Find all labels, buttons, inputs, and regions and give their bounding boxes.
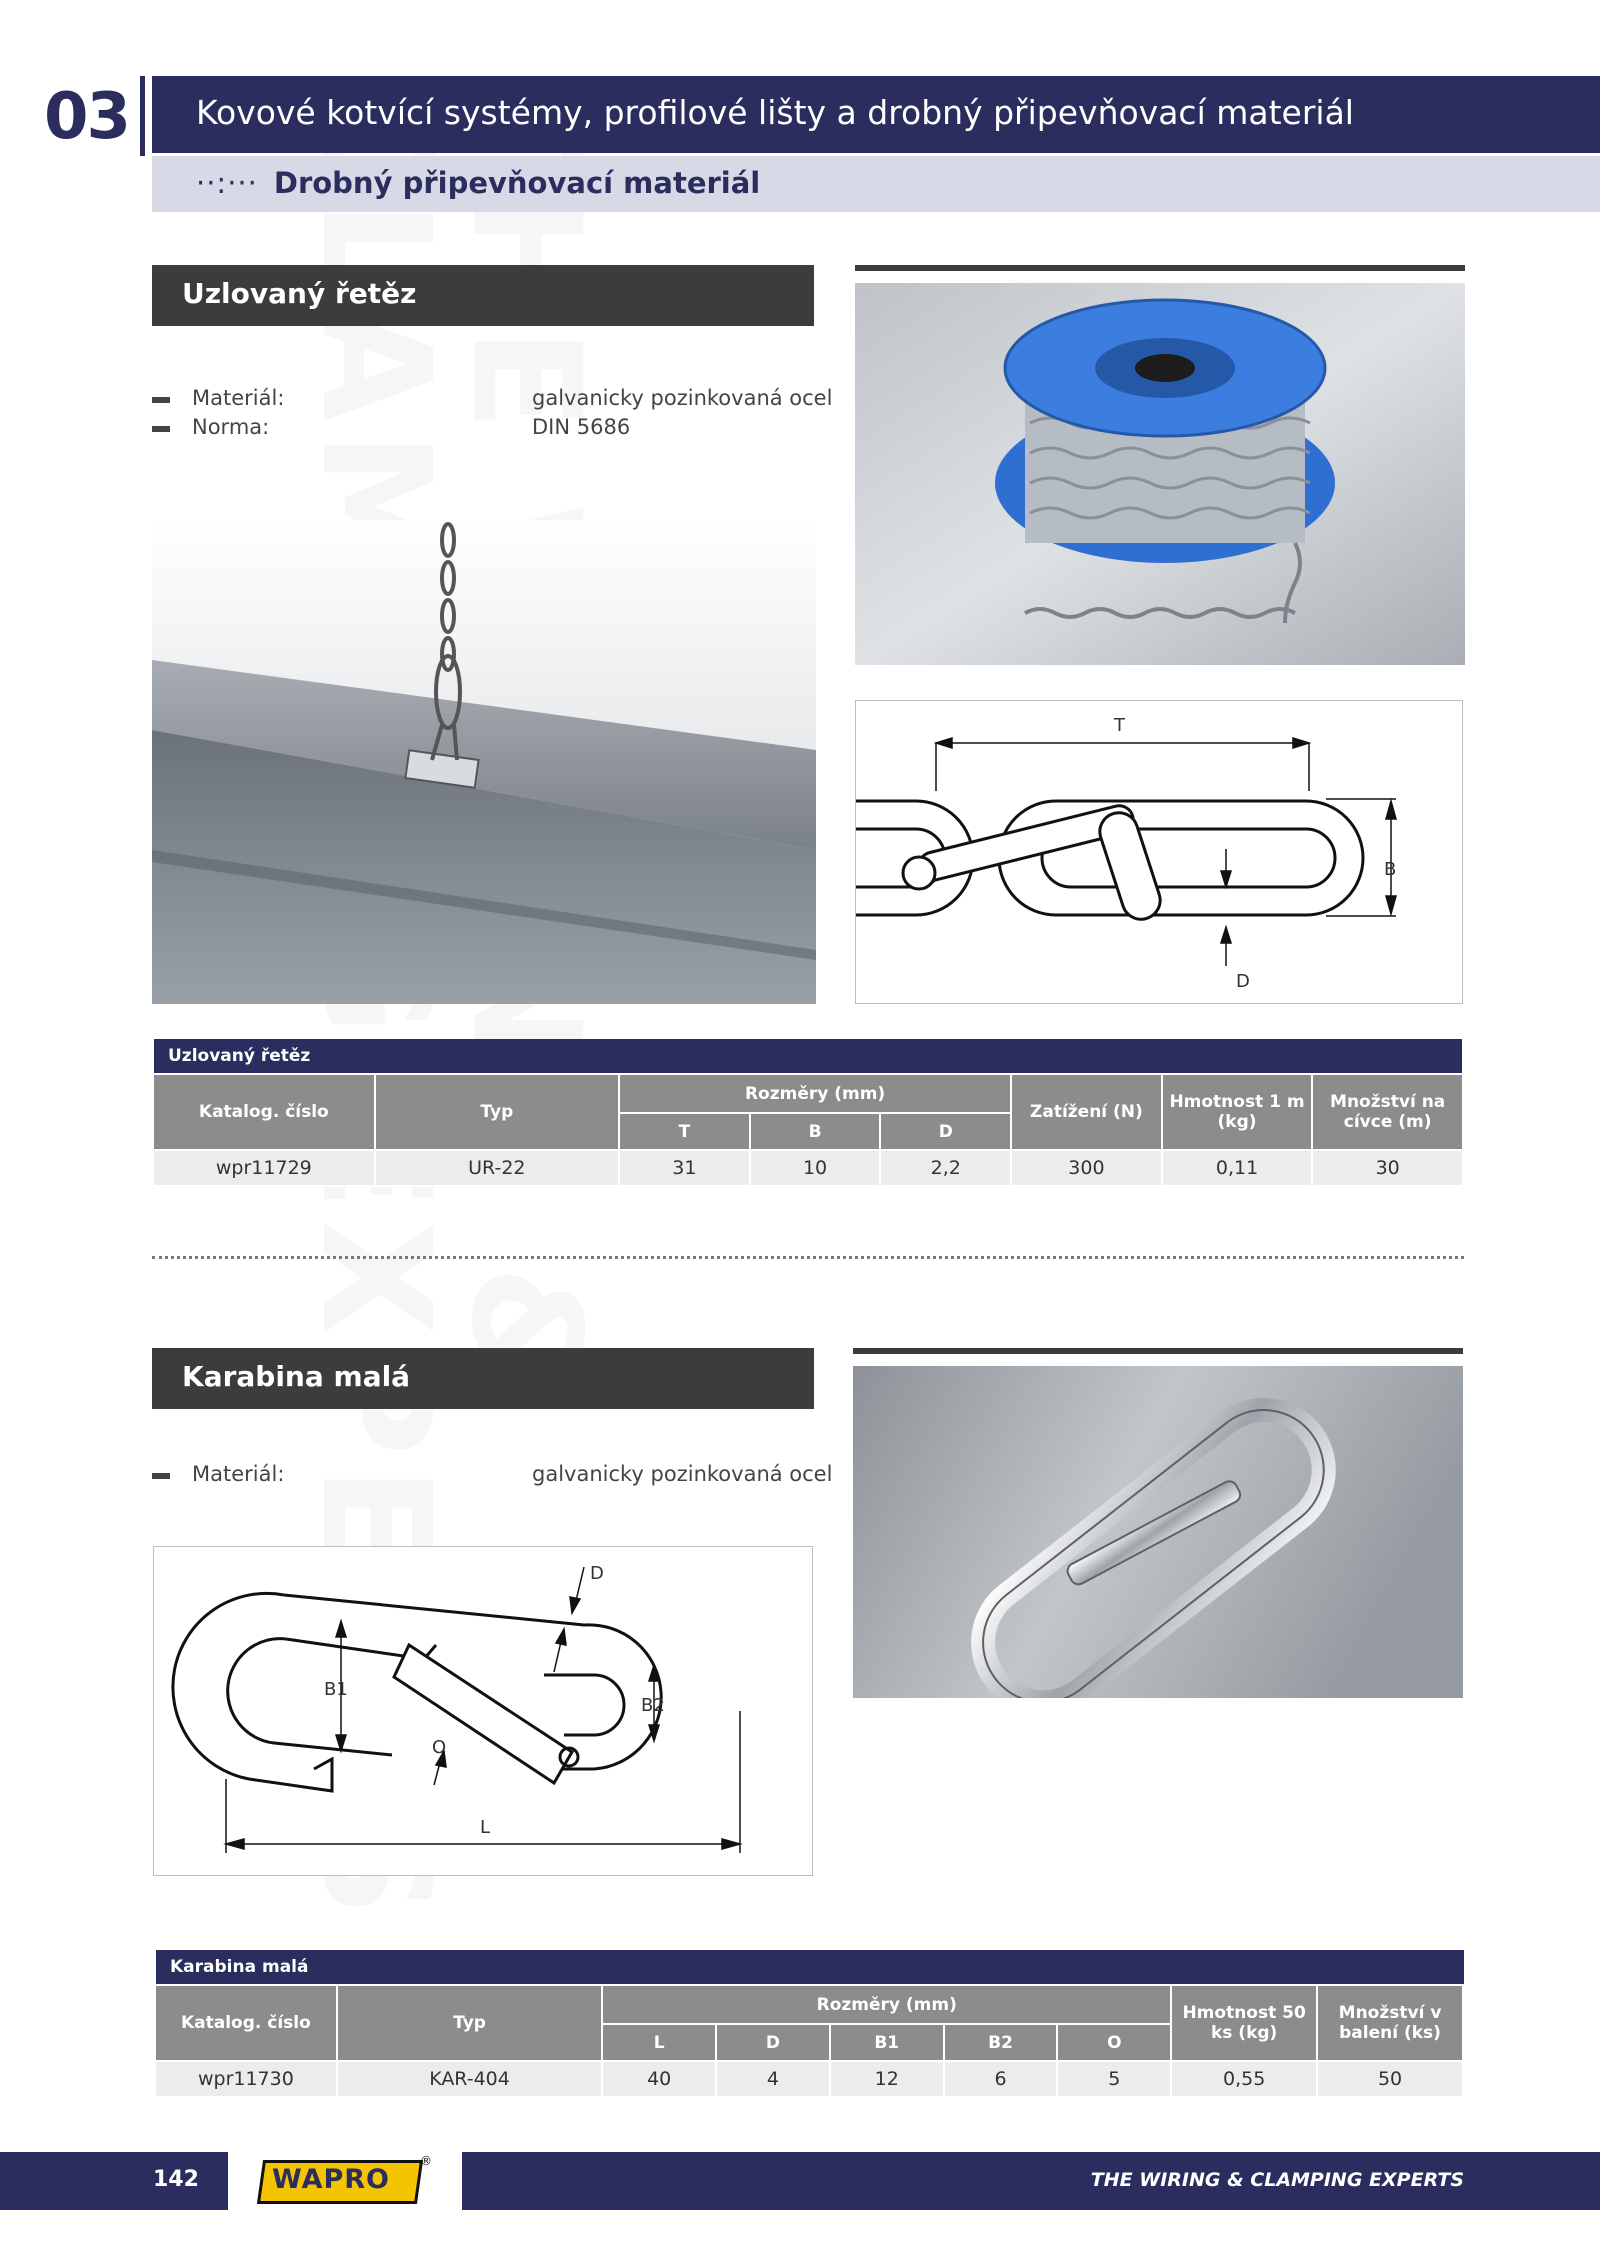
th-b: B: [750, 1113, 881, 1150]
dim-label-d: D: [1236, 971, 1250, 992]
cell-type: UR-22: [375, 1150, 619, 1186]
subtitle-dots-icon: ··:···: [196, 166, 258, 200]
th-d: D: [880, 1113, 1011, 1150]
section-title-chain: Uzlovaný řetěz: [152, 265, 814, 326]
spec-value: galvanicky pozinkovaná ocel: [532, 1462, 833, 1486]
cell-weight: 0,11: [1162, 1150, 1313, 1186]
th-load: Zatížení (N): [1011, 1074, 1162, 1150]
photo-carabiner: [853, 1366, 1463, 1698]
page-number: 142: [0, 2152, 228, 2210]
table-row: [153, 1150, 1463, 1186]
bullet-icon: [152, 397, 170, 403]
diagram-carabiner-dimensions: [153, 1546, 813, 1876]
subtitle-text: Drobný připevňovací materiál: [273, 166, 761, 200]
logo-text: WAPRO: [272, 2164, 390, 2195]
cell-qty: 30: [1312, 1150, 1463, 1186]
cell-load: 300: [1011, 1150, 1162, 1186]
footer-tagline: THE WIRING & CLAMPING EXPERTS: [462, 2152, 1600, 2210]
dim-label-o: O: [432, 1737, 447, 1758]
table-title-carabiner: Karabina malá: [156, 1950, 1464, 1984]
cell-catalog: wpr11730: [155, 2061, 337, 2097]
spec-value: DIN 5686: [532, 415, 631, 439]
th-type: Typ: [337, 1985, 602, 2061]
spec-list-chain: [152, 386, 833, 446]
photo-chain-hanging: [152, 520, 816, 1004]
table-carabiner: [154, 1984, 1464, 2098]
spec-label: Materiál:: [192, 1462, 285, 1486]
spec-row: [152, 1462, 833, 1490]
logo-registered-mark: ®: [420, 2154, 432, 2168]
photo-top-rule: [853, 1348, 1463, 1354]
cell-weight: 0,55: [1171, 2061, 1317, 2097]
th-b2: B2: [944, 2024, 1058, 2061]
cell-d: 2,2: [880, 1150, 1011, 1186]
th-weight: Hmotnost 1 m (kg): [1162, 1074, 1313, 1150]
th-d: D: [716, 2024, 830, 2061]
cell-t: 31: [619, 1150, 750, 1186]
photo-chain-spool: [855, 283, 1465, 665]
cell-catalog: wpr11729: [153, 1150, 375, 1186]
th-dims: Rozměry (mm): [619, 1074, 1011, 1113]
cell-qty: 50: [1317, 2061, 1463, 2097]
section-divider: [152, 1256, 1464, 1259]
dim-label-b1: B1: [324, 1679, 348, 1700]
cell-b: 10: [750, 1150, 881, 1186]
photo-top-rule: [855, 265, 1465, 271]
cell-o: 5: [1057, 2061, 1171, 2097]
th-b1: B1: [830, 2024, 944, 2061]
section-title-carabiner: Karabina malá: [152, 1348, 814, 1409]
bullet-icon: [152, 1473, 170, 1479]
chapter-number: 03: [44, 80, 130, 154]
table-title-chain: Uzlovaný řetěz: [154, 1039, 1462, 1073]
cell-b2: 6: [944, 2061, 1058, 2097]
th-qty: Množství v balení (ks): [1317, 1985, 1463, 2061]
cell-type: KAR-404: [337, 2061, 602, 2097]
cell-d: 4: [716, 2061, 830, 2097]
th-weight: Hmotnost 50 ks (kg): [1171, 1985, 1317, 2061]
table-chain: [152, 1073, 1464, 1187]
page-subtitle: [152, 156, 1600, 212]
th-o: O: [1057, 2024, 1171, 2061]
dim-label-l: L: [480, 1817, 491, 1838]
spec-list-carabiner: [152, 1462, 833, 1492]
wapro-logo: [228, 2152, 462, 2210]
th-type: Typ: [375, 1074, 619, 1150]
th-qty: Množství na cívce (m): [1312, 1074, 1463, 1150]
chapter-divider: [140, 76, 145, 156]
dim-label-b2: B2: [641, 1695, 665, 1716]
dim-label-d: D: [590, 1563, 604, 1584]
th-t: T: [619, 1113, 750, 1150]
table-row: [155, 2061, 1463, 2097]
bullet-icon: [152, 426, 170, 432]
spec-row: [152, 386, 833, 414]
page-title: Kovové kotvící systémy, profilové lišty a drobný připevňovací materiál: [152, 76, 1600, 153]
th-l: L: [602, 2024, 716, 2061]
th-catalog: Katalog. číslo: [153, 1074, 375, 1150]
th-catalog: Katalog. číslo: [155, 1985, 337, 2061]
spec-value: galvanicky pozinkovaná ocel: [532, 386, 833, 410]
dim-label-b: B: [1384, 859, 1397, 880]
diagram-chain-dimensions: [855, 700, 1463, 1004]
cell-b1: 12: [830, 2061, 944, 2097]
spec-row: [152, 415, 812, 443]
cell-l: 40: [602, 2061, 716, 2097]
spec-label: Materiál:: [192, 386, 285, 410]
th-dims: Rozměry (mm): [602, 1985, 1171, 2024]
spec-label: Norma:: [192, 415, 270, 439]
dim-label-t: T: [1114, 715, 1125, 736]
